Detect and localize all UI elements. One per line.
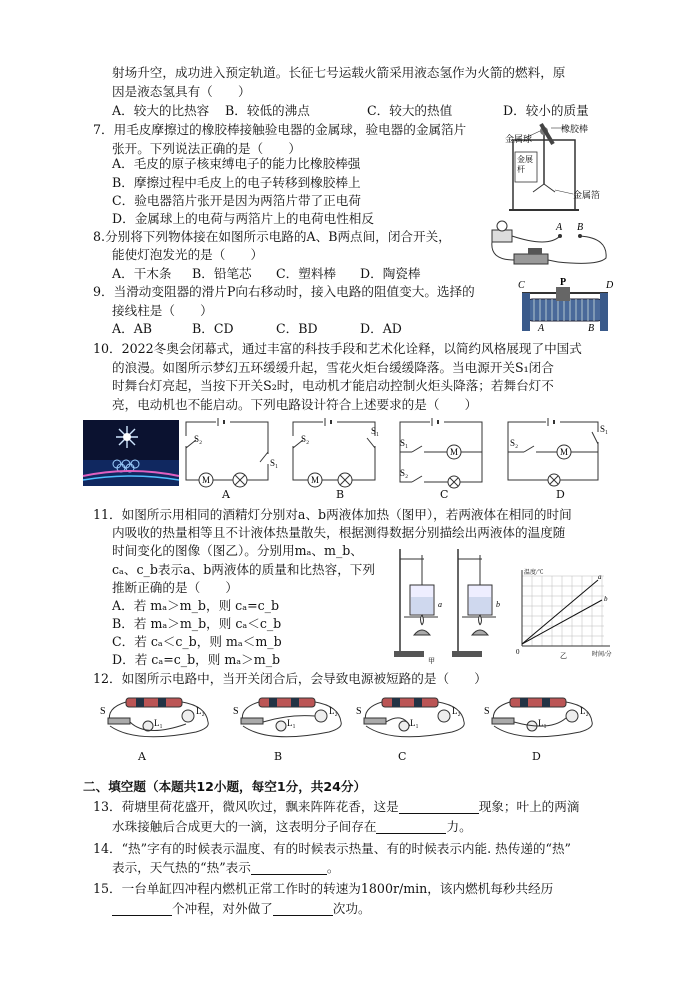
- q6-option-b: B．较低的沸点: [225, 103, 310, 118]
- q15-blank-2[interactable]: [273, 902, 333, 916]
- q12-choice-a: A: [138, 750, 146, 763]
- q12c-label-l1: L₁: [410, 718, 419, 728]
- q10c-label-s2: S₂: [400, 468, 409, 478]
- q9-option-c: C．BD: [276, 321, 318, 336]
- q7-option-b: B．摩擦过程中毛皮上的电子转移到橡胶棒上: [112, 175, 361, 190]
- olympic-closing-photo: [83, 420, 179, 486]
- q8-line2: 能使灯泡发光的是（ ）: [112, 247, 264, 262]
- q9-option-d: D．AD: [360, 321, 402, 336]
- q10-choice-a: A: [222, 488, 230, 501]
- q12-line1: 12．如图所示电路中，当开关闭合后，会导致电源被短路的是（ ）: [93, 671, 487, 686]
- q12-circuit-c: [356, 698, 464, 737]
- setup-b: [452, 549, 500, 657]
- q6-option-d: D．较小的质量: [503, 103, 589, 118]
- q9-line2: 接线柱是（ ）: [112, 303, 213, 318]
- setup-a: [394, 549, 442, 657]
- q11-graph-line-b: b: [604, 595, 608, 603]
- q12d-label-l1: L₁: [538, 718, 547, 728]
- q14-text-2a: 表示，天气热的“热”表示: [112, 860, 251, 875]
- q11-heating-setup-figure: [392, 545, 512, 665]
- q9-line1: 9．当滑动变阻器的滑片P向右移动时，接入电路的阻值变大。选择的: [93, 284, 475, 299]
- q8-options: [112, 265, 420, 283]
- q10c-label-s1: S₁: [400, 438, 409, 448]
- q11-option-b: B．若 mₐ＞m_b，则 cₐ＜c_b: [112, 616, 282, 631]
- q11-label-jia: 甲: [428, 657, 435, 665]
- q10d-label-s1: S₁: [600, 424, 609, 434]
- q10-line3: 时舞台灯亮起，当按下开关S₂时，电动机才能启动控制火炬头降落；若舞台灯不: [112, 378, 554, 393]
- fig-label-pole: 金展: [517, 155, 533, 164]
- q11-graph-origin: 0: [516, 648, 520, 656]
- q8-option-b: B．铅笔芯: [192, 266, 252, 281]
- q14-blank-1[interactable]: [251, 861, 327, 875]
- q7-option-c: C．验电器箔片张开是因为两箔片带了正电荷: [112, 193, 361, 208]
- q13-text-2a: 水珠接触后合成更大的一滴，这表明分子间存在: [112, 819, 377, 834]
- q8-option-a: A．干木条: [112, 266, 172, 281]
- q15-blank-1[interactable]: [112, 902, 172, 916]
- q10d-motor: M: [560, 447, 569, 457]
- q12-choice-c: C: [398, 750, 407, 763]
- q6-line2: 因是液态氢具有（ ）: [112, 84, 251, 99]
- q13-text-2b: 力。: [446, 819, 472, 834]
- fig-label-rod: 橡胶棒: [561, 124, 589, 134]
- fig-label-foil: 金属箔: [573, 190, 601, 200]
- q10-circuit-c: [394, 418, 490, 488]
- q8-option-c: C．塑料棒: [276, 266, 337, 281]
- q12-circuits-figure: [96, 692, 616, 748]
- q10-circuit-a: [180, 418, 279, 488]
- q9-label-p: P: [560, 277, 567, 288]
- q10-line2: 的浪漫。如图所示梦幻五环缓缓升起，雪花火炬台缓缓降落。当电源开关S₁闭合: [112, 360, 554, 375]
- q12d-label-l2: L₂: [580, 706, 589, 716]
- q10a-label-s2: S₂: [194, 434, 203, 444]
- q6-option-a: A．较大的比热容: [112, 103, 210, 118]
- q14-line1: 14．“热”字有的时候表示温度、有的时候表示热量、有的时候表示内能. 热传递的“热”: [93, 841, 571, 856]
- q11-option-d: D．若 cₐ=c_b，则 mₐ＞m_b: [112, 652, 281, 667]
- q13-text-1a: 13．荷塘里荷花盛开，微风吹过，飘来阵阵花香，这是: [93, 799, 399, 814]
- q11-option-a: A．若 mₐ＞m_b，则 cₐ=c_b: [112, 598, 280, 613]
- q6-line1: 射场升空，成功进入预定轨道。长征七号运载火箭采用液态氢作为火箭的燃料，原: [112, 65, 566, 80]
- q11-beaker-a: a: [438, 600, 442, 609]
- rheostat-figure: [516, 277, 616, 335]
- q12c-label-l2: L₂: [452, 706, 461, 716]
- q12-choice-b: B: [274, 750, 283, 763]
- q7-line2: 张开。下列说法正确的是（ ）: [112, 141, 301, 156]
- q10-circuit-d: [502, 418, 612, 488]
- q11-graph-xlabel: 时间/分: [592, 652, 612, 658]
- q11-graph-ylabel: 温度/℃: [524, 570, 544, 576]
- q10b-label-s2: S₂: [301, 434, 310, 444]
- q12c-label-s: S: [356, 706, 362, 717]
- q9-label-b: B: [588, 323, 595, 334]
- q14-line2: [112, 859, 339, 877]
- q9-label-d: D: [606, 280, 614, 291]
- q12b-label-l1: L₁: [287, 718, 296, 728]
- q10d-label-s2: S₂: [510, 438, 519, 448]
- q8-option-d: D．陶瓷棒: [360, 266, 421, 281]
- q13-text-1b: 现象；叶上的两滴: [478, 799, 580, 814]
- q12a-label-l1: L₁: [154, 718, 163, 728]
- q15-line2: [112, 900, 371, 918]
- q9-label-a: A: [538, 323, 545, 334]
- electroscope-figure: [503, 122, 613, 218]
- q11-label-yi: 乙: [560, 652, 567, 660]
- q6-option-c: C．较大的热值: [367, 103, 453, 118]
- q8-circuit-figure: [488, 218, 612, 270]
- q10b-label-s1: S₁: [371, 426, 380, 436]
- q9-options: [112, 320, 402, 338]
- q10-line1: 10．2022冬奥会闭幕式，通过丰富的科技手段和艺术化诠释，以简约风格展现了中国式: [93, 341, 582, 356]
- q11-beaker-b: b: [496, 600, 500, 609]
- q11-line4: cₐ、c_b表示a、b两液体的质量和比热容，下列: [112, 562, 375, 577]
- q13-blank-2[interactable]: [376, 820, 446, 834]
- q11-temperature-graph: [512, 566, 616, 662]
- q11-option-c: C．若 cₐ＜c_b，则 mₐ＜m_b: [112, 634, 282, 649]
- q12-circuit-d: [484, 698, 592, 737]
- q15-text-2a: 个冲程，对外做了: [172, 901, 273, 916]
- q11-graph-line-a: a: [598, 573, 602, 581]
- q13-line2: [112, 818, 472, 836]
- q12a-label-l2: L₂: [196, 706, 205, 716]
- fig-label-ball: 金属球: [505, 134, 533, 144]
- q15-line1: 15．一台单缸四冲程内燃机正常工作时的转速为1800r/min，该内燃机每秒共经历: [93, 881, 554, 896]
- q10-choice-c: C: [440, 488, 449, 501]
- q12b-label-s: S: [233, 706, 239, 717]
- q15-text-2b: 次功。: [332, 901, 371, 916]
- q10b-motor: M: [311, 475, 320, 485]
- q12-circuit-a: [100, 698, 208, 737]
- q13-blank-1[interactable]: [399, 800, 479, 814]
- q8-label-b: B: [577, 222, 584, 233]
- q11-line1: 11．如图所示用相同的酒精灯分别对a、b两液体加热（图甲），若两液体在相同的时间: [93, 507, 572, 522]
- q11-line3: 时间变化的图像（图乙）。分别用mₐ、m_b、: [112, 543, 363, 558]
- section2-title: 二、填空题（本题共12小题，每空1分，共24分）: [83, 779, 367, 794]
- q9-option-a: A．AB: [112, 321, 153, 336]
- q11-line5: 推断正确的是（ ）: [112, 580, 238, 595]
- fig-label-pole-2: 杆: [517, 165, 525, 174]
- q7-option-a: A．毛皮的原子核束缚电子的能力比橡胶棒强: [112, 156, 361, 171]
- q12a-label-s: S: [100, 706, 106, 717]
- q10-circuit-b: [287, 418, 383, 488]
- q12-choice-d: D: [532, 750, 541, 763]
- q12-circuit-b: [233, 698, 341, 737]
- q13-line1: [93, 798, 579, 816]
- q8-label-a: A: [556, 222, 563, 233]
- q10-line4: 亮，电动机也不能启动。下列电路设计符合上述要求的是（ ）: [112, 397, 478, 412]
- q10-choice-b: B: [336, 488, 345, 501]
- q12b-label-l2: L₂: [329, 706, 338, 716]
- q12d-label-s: S: [484, 706, 490, 717]
- q6-options: [112, 102, 589, 120]
- q8-line1: 8.分别将下列物体接在如图所示电路的A、B两点间，闭合开关，: [93, 229, 451, 244]
- q7-line1: 7．用毛皮摩擦过的橡胶棒接触验电器的金属球，验电器的金属箔片: [93, 122, 467, 137]
- q9-option-b: B．CD: [192, 321, 234, 336]
- q10c-motor: M: [450, 447, 459, 457]
- q10-choice-d: D: [556, 488, 565, 501]
- q11-line2: 内吸收的热量相等且不计液体热量散失，根据测得数据分别描绘出两液体的温度随: [112, 525, 566, 540]
- q10a-motor: M: [202, 475, 211, 485]
- q14-text-2b: 。: [326, 860, 340, 875]
- q7-option-d: D．金属球上的电荷与两箔片上的电荷电性相反: [112, 211, 374, 226]
- q10a-label-s1: S₁: [270, 458, 279, 468]
- q9-label-c: C: [518, 280, 525, 291]
